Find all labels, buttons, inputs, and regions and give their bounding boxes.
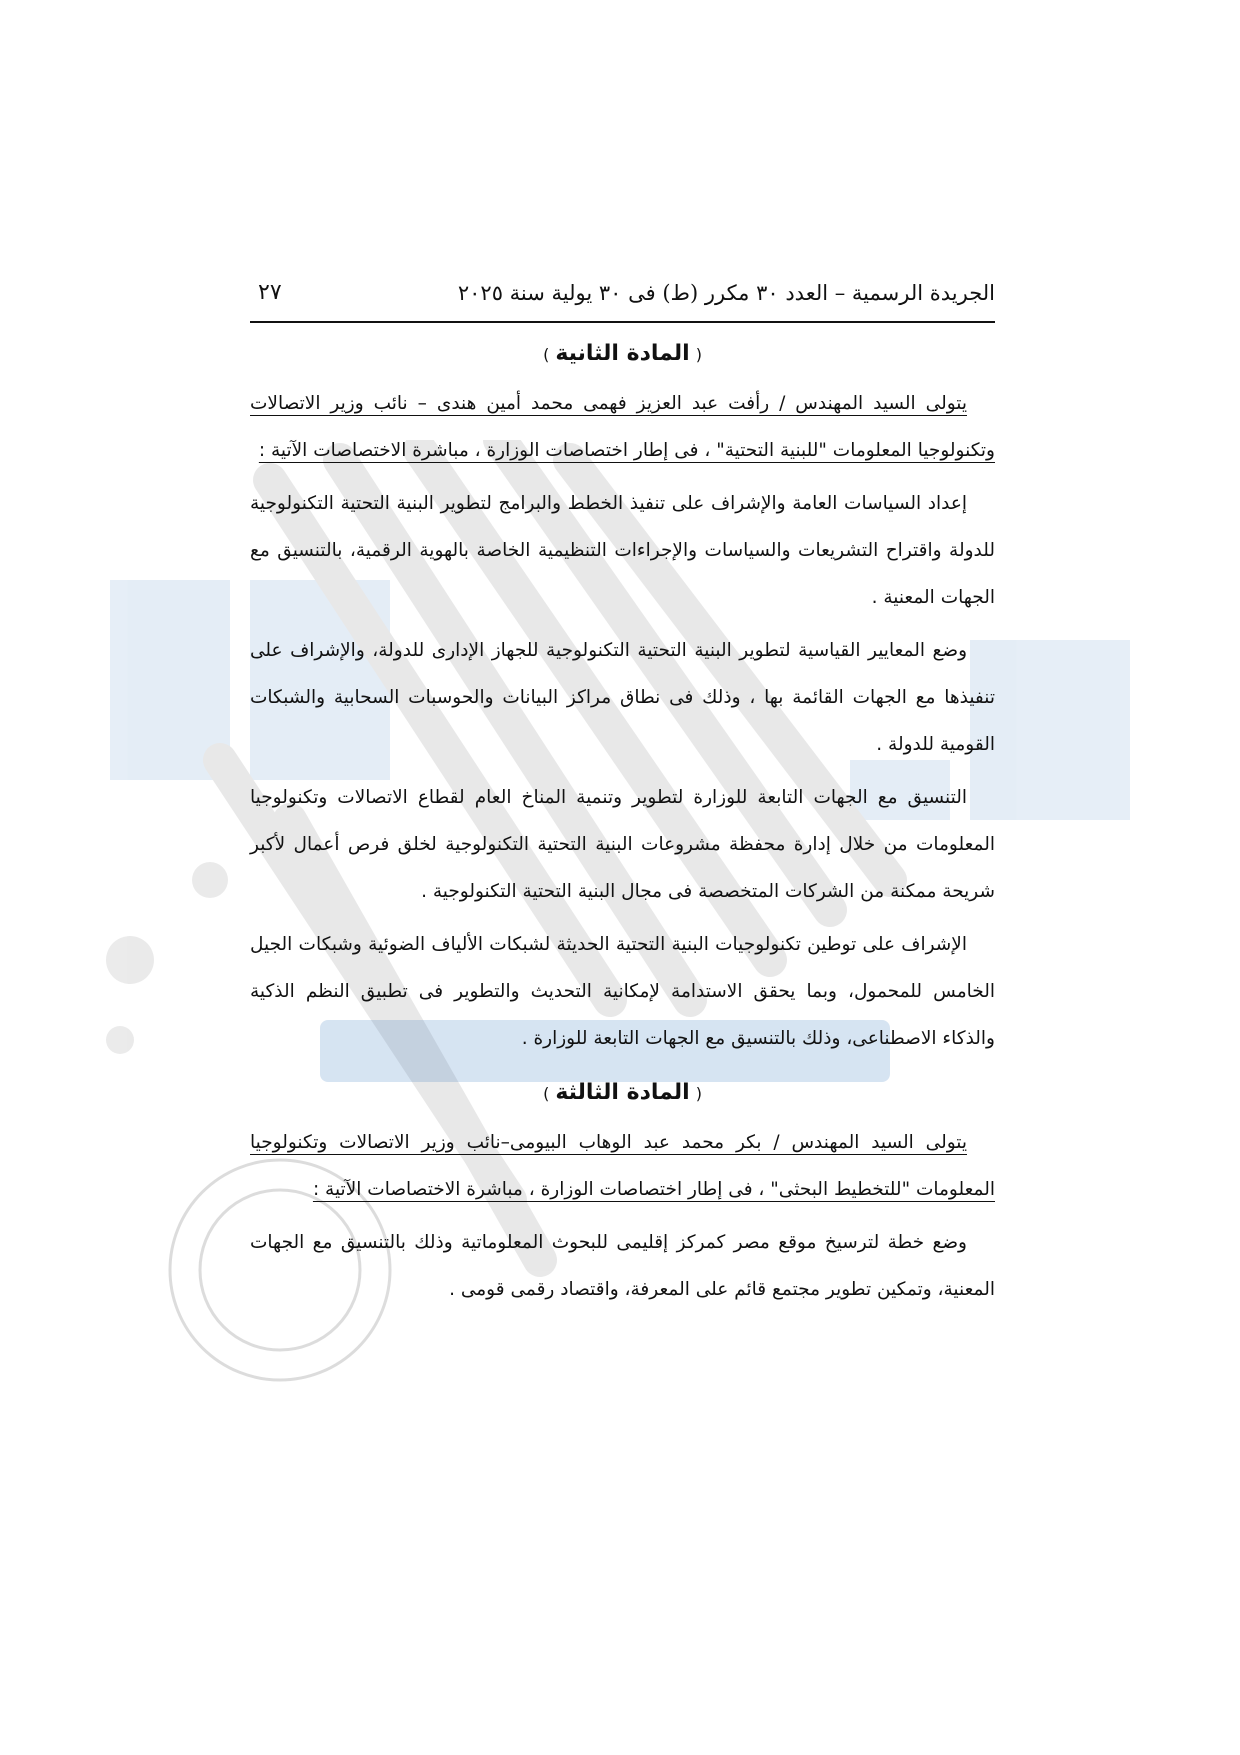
article-paragraph: إعداد السياسات العامة والإشراف على تنفيذ الخطط والبرامج لتطوير البنية التحتية التكنولوجية للدولة واقتراح التشريعات والسياسات والإجراءات التنظيمية الخاصة بالهوية الرقمية، بالتنسيق مع الجهات المعنية .	[250, 493, 995, 608]
page-number: ٢٧	[258, 280, 282, 305]
article-title-text: المادة الثانية	[555, 341, 690, 366]
article-title-text: المادة الثالثة	[555, 1080, 690, 1105]
article-paragraph: الإشراف على توطين تكنولوجيات البنية التحتية الحديثة لشبكات الألياف الضوئية وشبكات الجيل الخامس للمحمول، وبما يحقق الاستدامة لإمكانية التحديث والتطوير فى تطبيق النظم الذكية والذكاء الاصطناعى، وذلك بالتنسيق مع الجهات التابعة للوزارة .	[250, 934, 995, 1049]
article-paragraph: التنسيق مع الجهات التابعة للوزارة لتطوير وتنمية المناخ العام لقطاع الاتصالات وتكنولوجيا المعلومات من خلال إدارة محفظة مشروعات البنية التحتية التكنولوجية لخلق فرص أعمال لأكبر شريحة ممكنة من الشركات المتخصصة فى مجال البنية التحتية التكنولوجية .	[250, 787, 995, 902]
article-title: (المادة الثالثة)	[543, 1080, 702, 1105]
article-intro: يتولى السيد المهندس / رأفت عبد العزيز فهمى محمد أمين هندى – نائب وزير الاتصالات وتكنولوجيا المعلومات "للبنية التحتية" ، فى إطار اختصاصات الوزارة ، مباشرة الاختصاصات الآتية :	[250, 393, 995, 461]
article-paragraph: وضع خطة لترسيخ موقع مصر كمركز إقليمى للبحوث المعلوماتية وذلك بالتنسيق مع الجهات المعنية، وتمكين تطوير مجتمع قائم على المعرفة، واقتصاد رقمى قومى .	[250, 1232, 995, 1300]
article-paragraph: وضع المعايير القياسية لتطوير البنية التحتية التكنولوجية للجهاز الإدارى للدولة، والإشراف على تنفيذها مع الجهات القائمة بها ، وذلك فى نطاق مراكز البيانات والحوسبات السحابية والشبكات القومية للدولة .	[250, 640, 995, 755]
article-intro: يتولى السيد المهندس / بكر محمد عبد الوهاب البيومى–نائب وزير الاتصالات وتكنولوجيا المعلومات "للتخطيط البحثى" ، فى إطار اختصاصات الوزارة ، مباشرة الاختصاصات الآتية :	[250, 1132, 995, 1200]
article-title: (المادة الثانية)	[543, 341, 702, 366]
document-page	[250, 280, 995, 1319]
page-header	[250, 280, 995, 323]
gazette-title: الجريدة الرسمية – العدد ٣٠ مكرر (ط) فى ٣٠ يولية سنة ٢٠٢٥	[457, 280, 995, 305]
